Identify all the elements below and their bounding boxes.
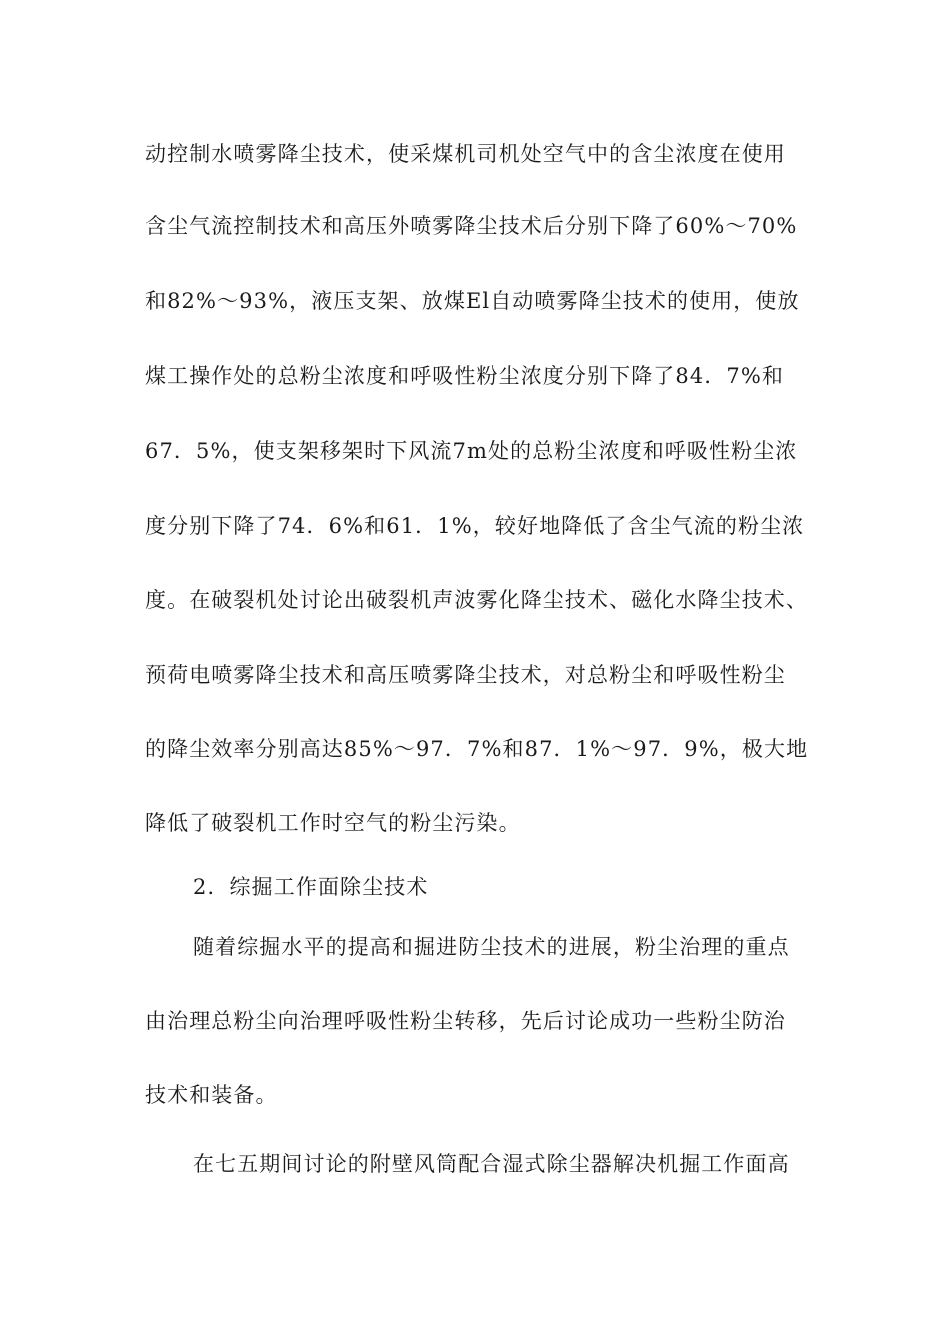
paragraph-line: 降低了破裂机工作时空气的粉尘污染。 (145, 811, 521, 835)
paragraph-line: 的降尘效率分别高达85%～97．7%和87．1%～97．9%，极大地 (145, 737, 809, 761)
paragraph-line: 度。在破裂机处讨论出破裂机声波雾化降尘技术、磁化水降尘技术、 (145, 588, 808, 612)
paragraph-line: 技术和装备。 (145, 1083, 278, 1107)
paragraph-line: 含尘气流控制技术和高压外喷雾降尘技术后分别下降了60%～70% (145, 214, 798, 238)
paragraph-line: 在七五期间讨论的附壁风筒配合湿式除尘器解决机掘工作面高 (193, 1152, 790, 1176)
paragraph-line: 由治理总粉尘向治理呼吸性粉尘转移，先后讨论成功一些粉尘防治 (145, 1009, 786, 1033)
paragraph-line: 煤工操作处的总粉尘浓度和呼吸性粉尘浓度分别下降了84．7%和 (145, 364, 785, 388)
paragraph-line: 随着综掘水平的提高和掘进防尘技术的进展，粉尘治理的重点 (193, 935, 790, 959)
paragraph-line: 动控制水喷雾降尘技术，使采煤机司机处空气中的含尘浓度在使用 (145, 142, 786, 166)
paragraph-line: 预荷电喷雾降尘技术和高压喷雾降尘技术，对总粉尘和呼吸性粉尘 (145, 663, 786, 687)
paragraph-line: 度分别下降了74．6%和61．1%，较好地降低了含尘气流的粉尘浓 (145, 514, 805, 538)
paragraph-line: 和82%～93%，液压支架、放煤El自动喷雾降尘技术的使用，使放 (145, 289, 800, 313)
paragraph-line: 67．5%，使支架移架时下风流7m处的总粉尘浓度和呼吸性粉尘浓 (145, 439, 798, 463)
section-heading: 2．综掘工作面除尘技术 (193, 875, 429, 899)
